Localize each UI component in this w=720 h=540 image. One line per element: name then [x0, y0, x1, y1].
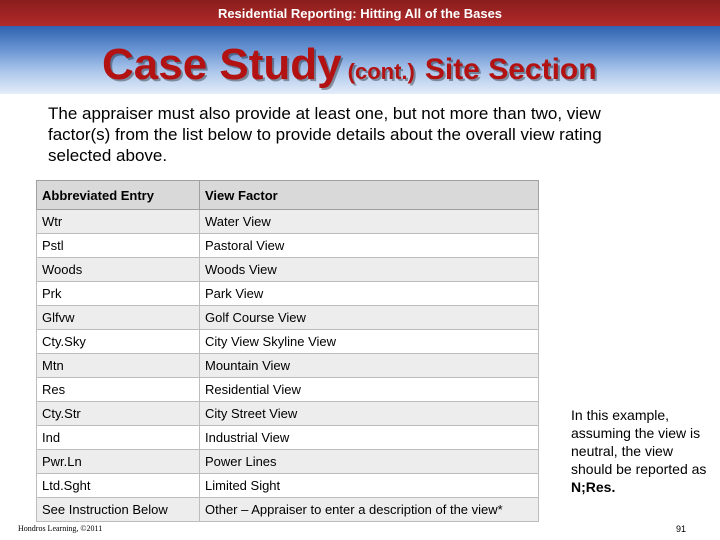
- cell-view-factor: City Street View: [200, 402, 539, 426]
- cell-abbreviation: Cty.Sky: [37, 330, 200, 354]
- table-row: [37, 474, 539, 498]
- table-row: [37, 210, 539, 234]
- table-row: [37, 282, 539, 306]
- intro-text: The appraiser must also provide at least one, but not more than two, view factor(s) from the list below to provide details about the overall view rating selected above.: [48, 104, 602, 165]
- table-row: [37, 426, 539, 450]
- table-header-row: [37, 181, 539, 210]
- copyright-text: Hondros Learning, ©2011: [18, 524, 103, 533]
- table-row: [37, 306, 539, 330]
- header-bar: [0, 0, 720, 26]
- table-row: [37, 258, 539, 282]
- title-cont: (cont.): [347, 59, 415, 84]
- header-title: Residential Reporting: Hitting All of the Bases: [217, 5, 503, 21]
- cell-view-factor: Water View: [200, 210, 539, 234]
- view-factor-table: [36, 180, 539, 522]
- table-row: [37, 498, 539, 522]
- table-row: [37, 330, 539, 354]
- cell-abbreviation: Ind: [37, 426, 200, 450]
- cell-view-factor: Park View: [200, 282, 539, 306]
- cell-abbreviation: Woods: [37, 258, 200, 282]
- column-header-view-factor: View Factor: [200, 181, 539, 210]
- note-value: N;Res.: [571, 479, 616, 495]
- cell-abbreviation: Wtr: [37, 210, 200, 234]
- cell-abbreviation: Pwr.Ln: [37, 450, 200, 474]
- cell-view-factor: Pastoral View: [200, 234, 539, 258]
- cell-view-factor: Power Lines: [200, 450, 539, 474]
- title-section: Site Section: [424, 53, 597, 86]
- cell-abbreviation: See Instruction Below: [37, 498, 200, 522]
- cell-view-factor: Golf Course View: [200, 306, 539, 330]
- cell-abbreviation: Cty.Str: [37, 402, 200, 426]
- cell-view-factor: Mountain View: [200, 354, 539, 378]
- cell-view-factor: Woods View: [200, 258, 539, 282]
- slide-title: [102, 40, 597, 90]
- table-row: [37, 402, 539, 426]
- cell-view-factor: City View Skyline View: [200, 330, 539, 354]
- title-main: Case Study: [102, 40, 342, 89]
- example-note: [571, 406, 709, 496]
- cell-view-factor: Residential View: [200, 378, 539, 402]
- note-text: In this example, assuming the view is neutral, the view should be reported as: [571, 407, 707, 477]
- page-number: 91: [676, 524, 687, 534]
- table-row: [37, 378, 539, 402]
- cell-abbreviation: Mtn: [37, 354, 200, 378]
- cell-abbreviation: Pstl: [37, 234, 200, 258]
- table-row: [37, 354, 539, 378]
- cell-view-factor: Other – Appraiser to enter a description of the view*: [200, 498, 539, 522]
- table-row: [37, 450, 539, 474]
- table-row: [37, 234, 539, 258]
- cell-abbreviation: Ltd.Sght: [37, 474, 200, 498]
- cell-abbreviation: Prk: [37, 282, 200, 306]
- cell-abbreviation: Glfvw: [37, 306, 200, 330]
- cell-view-factor: Limited Sight: [200, 474, 539, 498]
- column-header-abbreviated-entry: Abbreviated Entry: [37, 181, 200, 210]
- cell-view-factor: Industrial View: [200, 426, 539, 450]
- cell-abbreviation: Res: [37, 378, 200, 402]
